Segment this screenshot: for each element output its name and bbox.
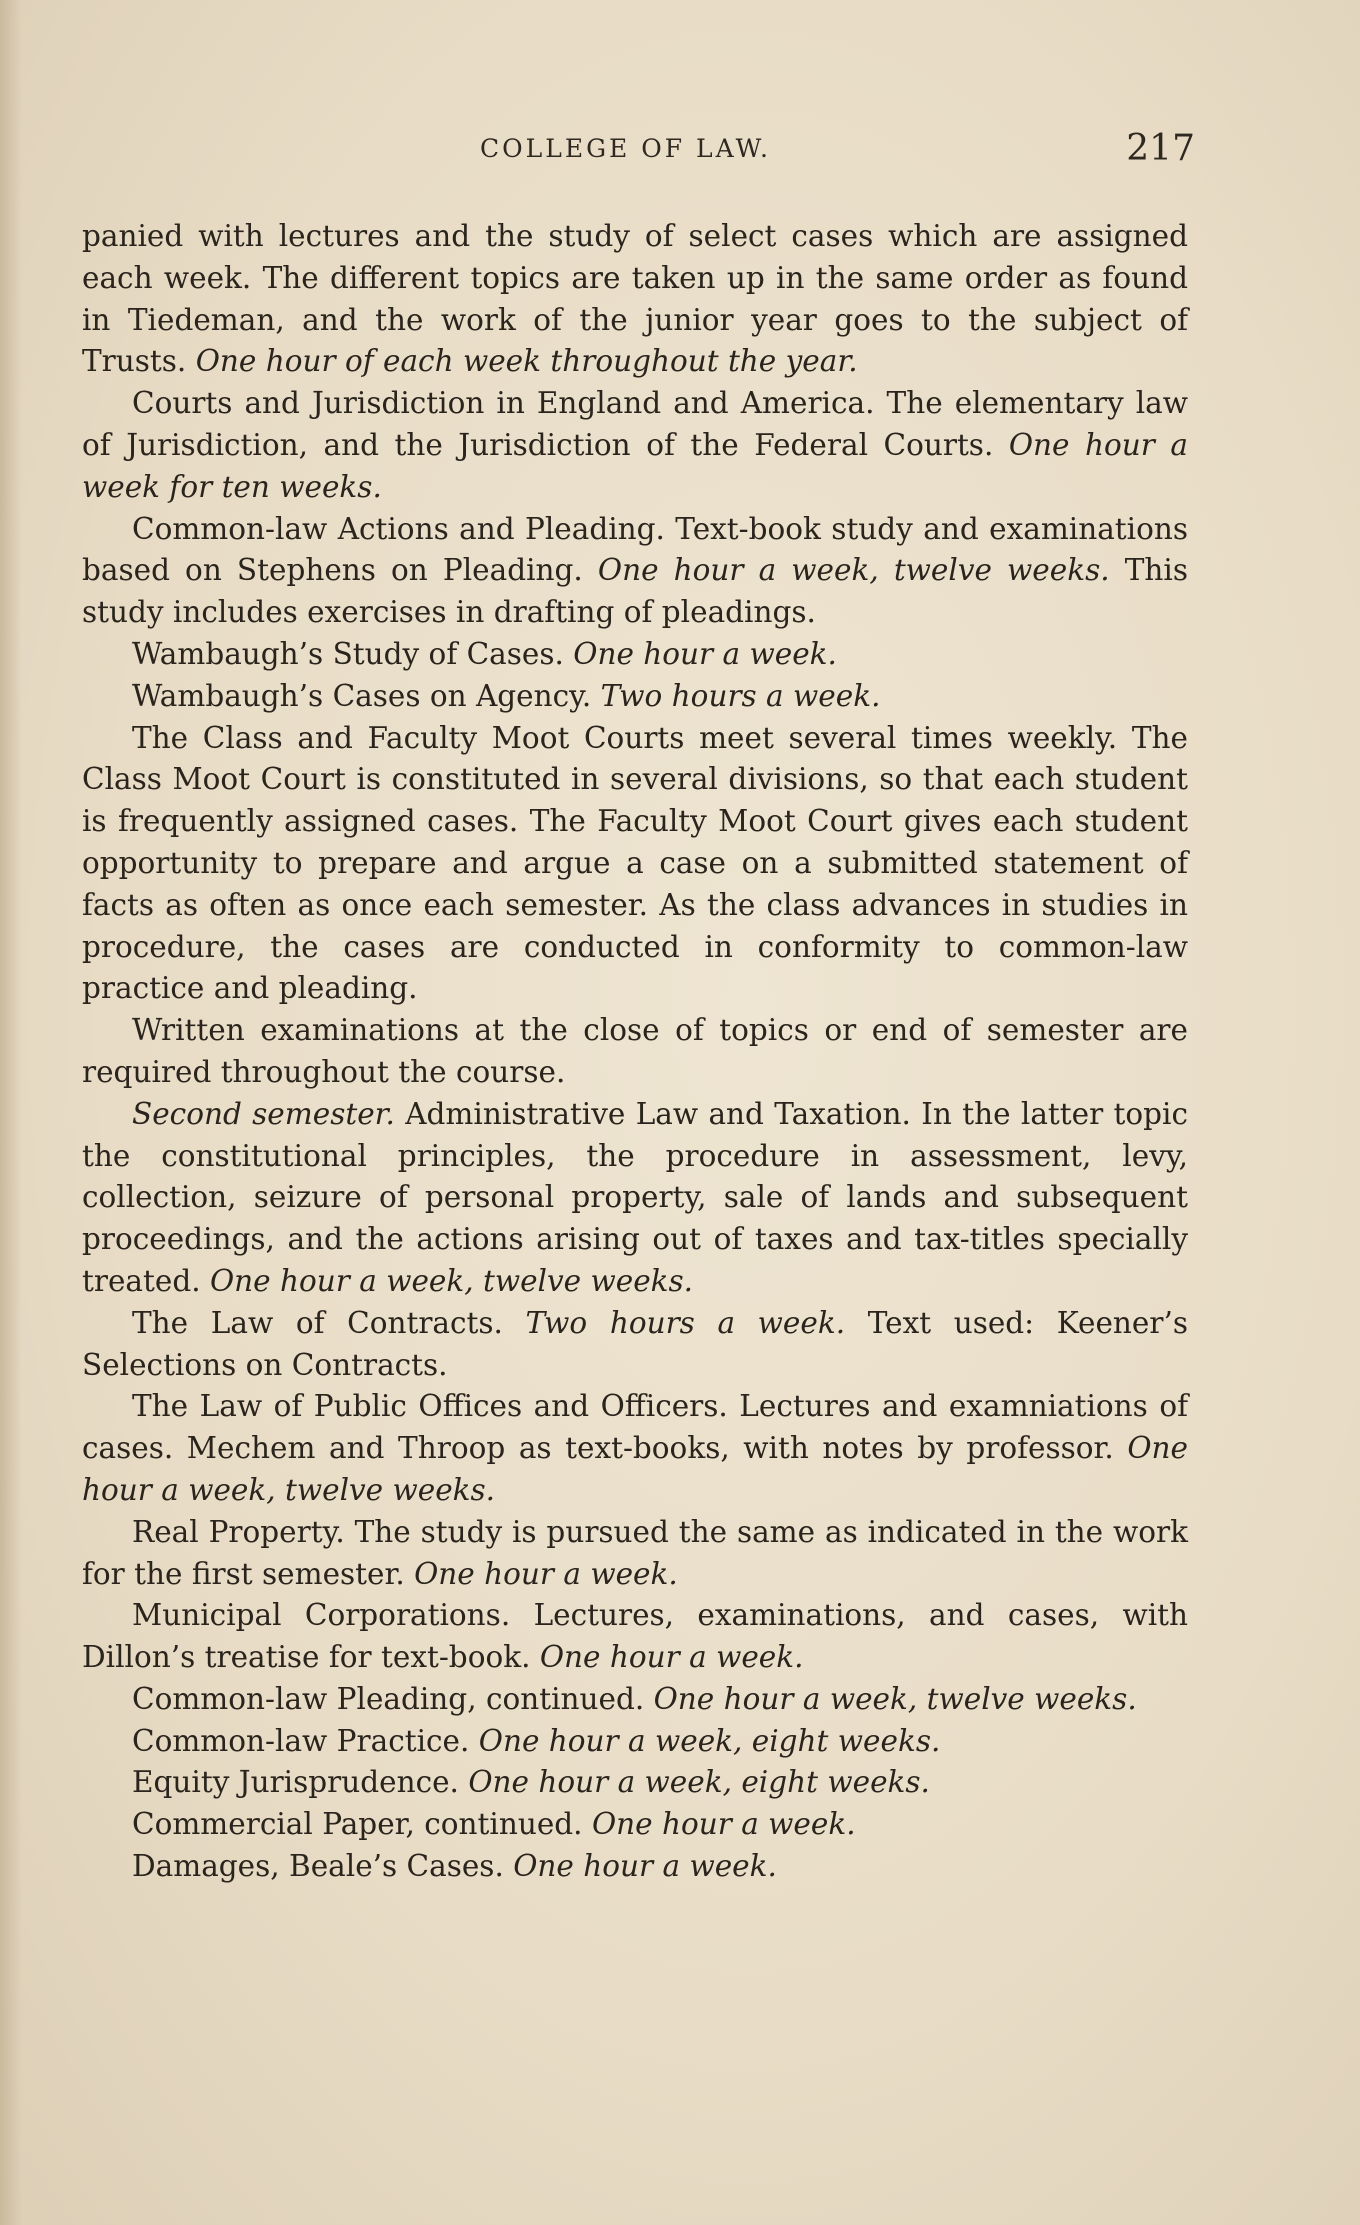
schedule-note: One hour a week, eight weeks. xyxy=(468,1765,930,1800)
binding-shadow xyxy=(0,0,22,2225)
schedule-note: One hour a week, twelve weeks. xyxy=(653,1681,1137,1716)
body-text xyxy=(82,216,1188,1888)
paragraph-second-semester: Second semester. Administrative Law and Taxation. In the latter topic the constitutional principles, the procedure in assessment, levy, collection, seizure of personal property, sale of lands and subsequent proceedings, and the actions arising out of taxes and tax-titles specially treated. One hour a week, twelve weeks. xyxy=(82,1096,1188,1298)
schedule-note: One hour a week. xyxy=(414,1556,678,1591)
schedule-note: One hour a week. xyxy=(591,1807,856,1842)
semester-label: Second semester. xyxy=(132,1096,395,1131)
paragraph-courts-jurisdiction: Courts and Jurisdiction in England and America. The elementary law of Jurisdiction, and the Jurisdiction of the Federal Courts. One hour a week for ten weeks. xyxy=(82,386,1188,504)
paragraph-contracts: The Law of Contracts. Two hours a week. Text used: Keener’s Selections on Contracts. xyxy=(82,1305,1188,1382)
paragraph-commercial-paper: Commercial Paper, continued. One hour a week. xyxy=(132,1807,856,1842)
schedule-note: One hour a week, eight weeks. xyxy=(478,1723,941,1758)
paragraph-trusts: panied with lectures and the study of select cases which are assigned each week. The different topics are taken up in the same order as found in Tiedeman, and the work of the junior year goes to the subject of Trusts. One hour of each week throughout the year. xyxy=(82,219,1188,379)
schedule-note: One hour a week. xyxy=(513,1849,777,1884)
schedule-note: One hour a week. xyxy=(539,1640,804,1675)
schedule-note: Two hours a week. xyxy=(525,1305,846,1340)
running-head: COLLEGE OF LAW. xyxy=(480,134,771,163)
page-header xyxy=(80,128,1195,178)
paragraph-damages: Damages, Beale’s Cases. One hour a week. xyxy=(132,1849,777,1884)
schedule-note: Two hours a week. xyxy=(600,678,881,713)
paragraph-real-property: Real Property. The study is pursued the same as indicated in the work for the first semester. One hour a week. xyxy=(82,1514,1188,1591)
paragraph-written-examinations: Written examinations at the close of topics or end of semester are required throughout the course. xyxy=(82,1013,1188,1089)
schedule-note: One hour a week for ten weeks. xyxy=(82,427,1188,504)
paragraph-common-law-pleading: Common-law Pleading, continued. One hour a week, twelve weeks. xyxy=(132,1681,1137,1716)
schedule-note: One hour a week. xyxy=(573,636,837,671)
paragraph-public-offices: The Law of Public Offices and Officers. Lectures and examniations of cases. Mechem and Throop as text-books, with notes by professor. One hour a week, twelve weeks. xyxy=(82,1389,1188,1507)
paragraph-equity-jurisprudence: Equity Jurisprudence. One hour a week, eight weeks. xyxy=(132,1765,930,1800)
page-number: 217 xyxy=(1126,128,1195,169)
paragraph-study-of-cases: Wambaugh’s Study of Cases. One hour a week. xyxy=(132,636,837,671)
schedule-note: One hour a week, twelve weeks. xyxy=(82,1431,1188,1507)
schedule-note: One hour of each week throughout the year. xyxy=(195,344,858,379)
paragraph-moot-courts: The Class and Faculty Moot Courts meet several times weekly. The Class Moot Court is constituted in several divisions, so that each student is frequently assigned cases. The Faculty Moot Court gives each student opportunity to prepare and argue a case on a submitted statement of facts as often as once each semester. As the class advances in studies in procedure, the cases are conducted in conformity to common-law practice and pleading. xyxy=(82,720,1188,1006)
schedule-note: One hour a week, twelve weeks. xyxy=(597,553,1110,588)
schedule-note: One hour a week, twelve weeks. xyxy=(209,1263,694,1298)
paragraph-cases-on-agency: Wambaugh’s Cases on Agency. Two hours a week. xyxy=(132,678,881,713)
paragraph-municipal-corporations: Municipal Corporations. Lectures, examinations, and cases, with Dillon’s treatise for text-book. One hour a week. xyxy=(82,1598,1188,1675)
paragraph-common-law-actions: Common-law Actions and Pleading. Text-book study and examinations based on Stephens on Pleading. One hour a week, twelve weeks. This study includes exercises in drafting of pleadings. xyxy=(82,511,1188,630)
paragraph-common-law-practice: Common-law Practice. One hour a week, eight weeks. xyxy=(132,1723,941,1758)
